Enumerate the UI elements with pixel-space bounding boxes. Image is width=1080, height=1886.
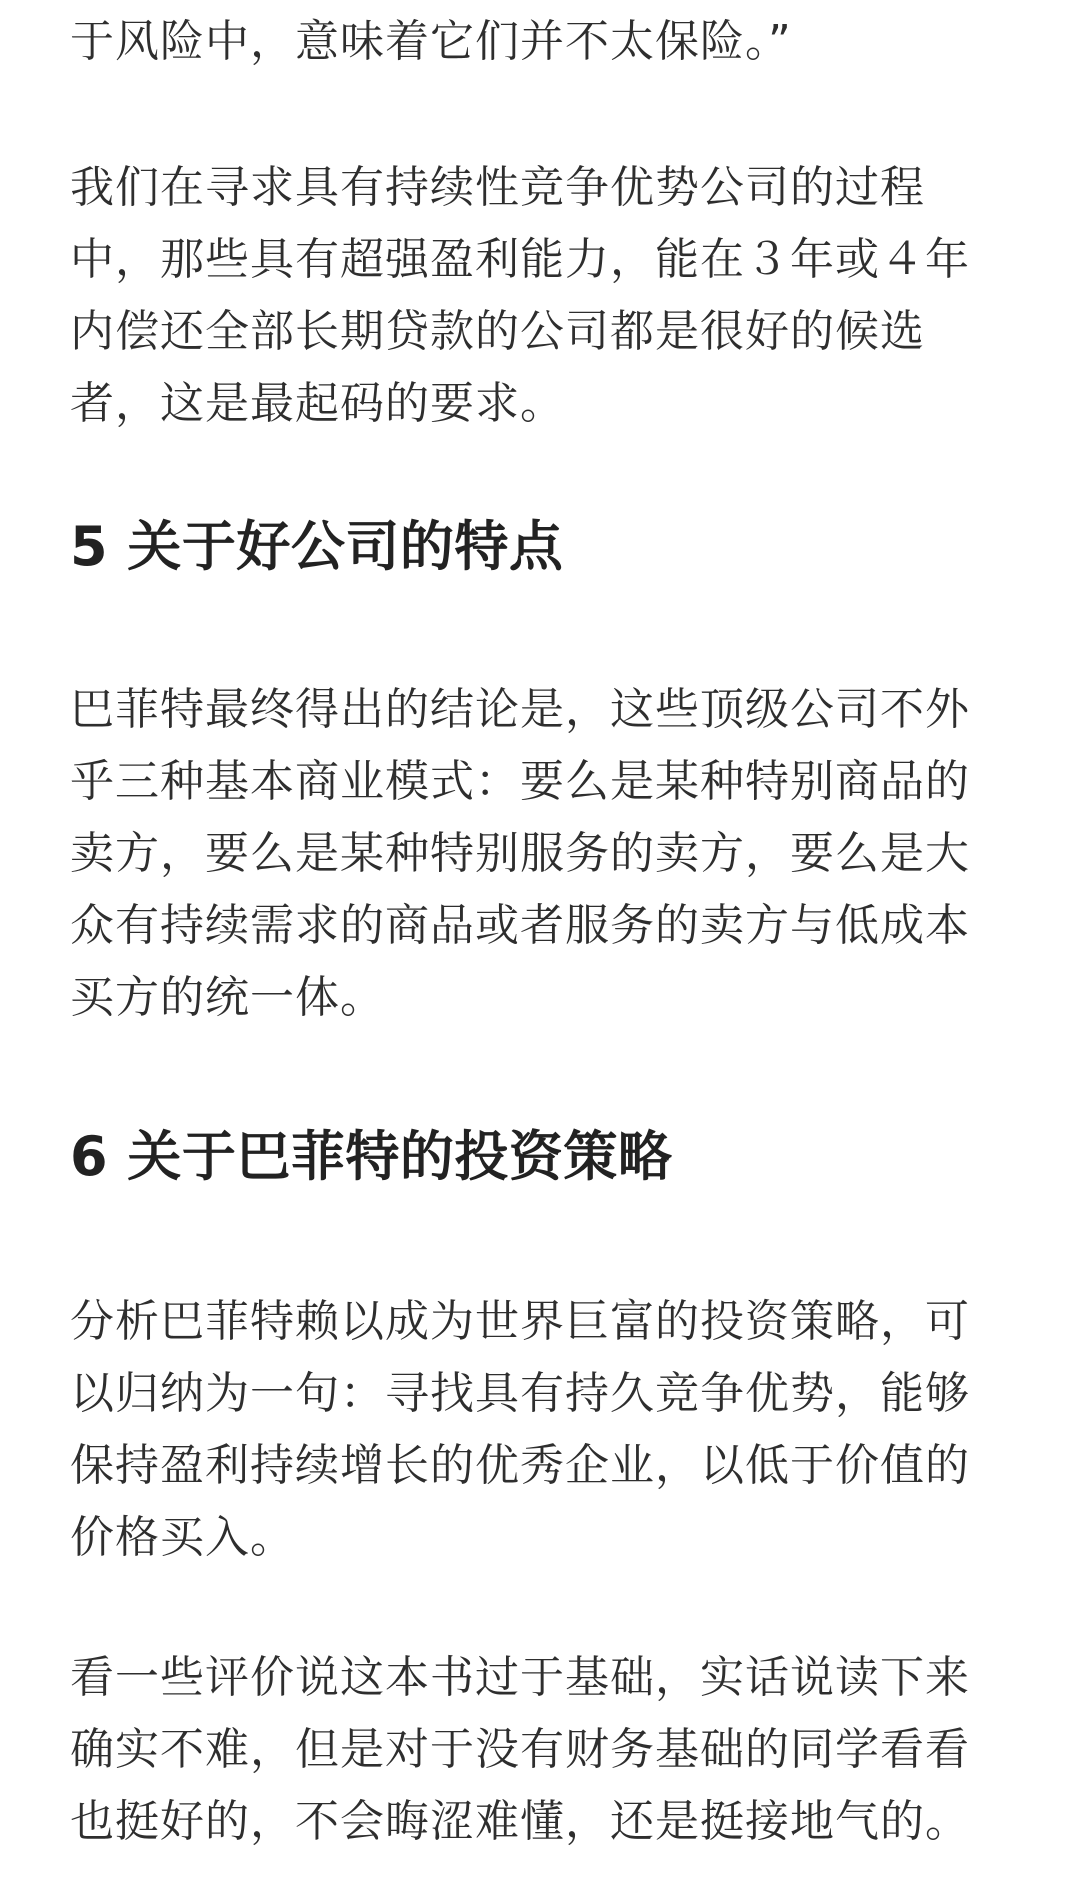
paragraph-line: 巴菲特最终得出的结论是，这些顶级公司不外	[70, 684, 970, 735]
section-heading: 6 关于巴菲特的投资策略	[70, 1125, 673, 1188]
paragraph-line: 卖方，要么是某种特别服务的卖方，要么是大	[70, 828, 970, 879]
paragraph-line: 看一些评价说这本书过于基础，实话说读下来	[70, 1652, 970, 1703]
paragraph-line: 者，这是最起码的要求。	[70, 378, 565, 429]
paragraph-line: 众有持续需求的商品或者服务的卖方与低成本	[70, 900, 970, 951]
paragraph-line: 确实不难，但是对于没有财务基础的同学看看	[70, 1724, 970, 1775]
paragraph-line: 买方的统一体。	[70, 972, 385, 1023]
paragraph-line: 于风险中，意味着它们并不太保险。”	[70, 16, 792, 67]
paragraph-line: 以归纳为一句：寻找具有持久竞争优势，能够	[70, 1368, 970, 1419]
paragraph-line: 乎三种基本商业模式：要么是某种特别商品的	[70, 756, 970, 807]
paragraph-line: 我们在寻求具有持续性竞争优势公司的过程	[70, 162, 925, 213]
paragraph-line: 中，那些具有超强盈利能力，能在３年或４年	[70, 234, 970, 285]
paragraph-line: 保持盈利持续增长的优秀企业，以低于价值的	[70, 1440, 970, 1491]
paragraph-line: 价格买入。	[70, 1512, 295, 1563]
paragraph-line: 内偿还全部长期贷款的公司都是很好的候选	[70, 306, 925, 357]
section-heading: 5 关于好公司的特点	[70, 515, 564, 578]
paragraph-line: 分析巴菲特赖以成为世界巨富的投资策略，可	[70, 1296, 970, 1347]
paragraph-line: 也挺好的，不会晦涩难懂，还是挺接地气的。	[70, 1796, 970, 1847]
